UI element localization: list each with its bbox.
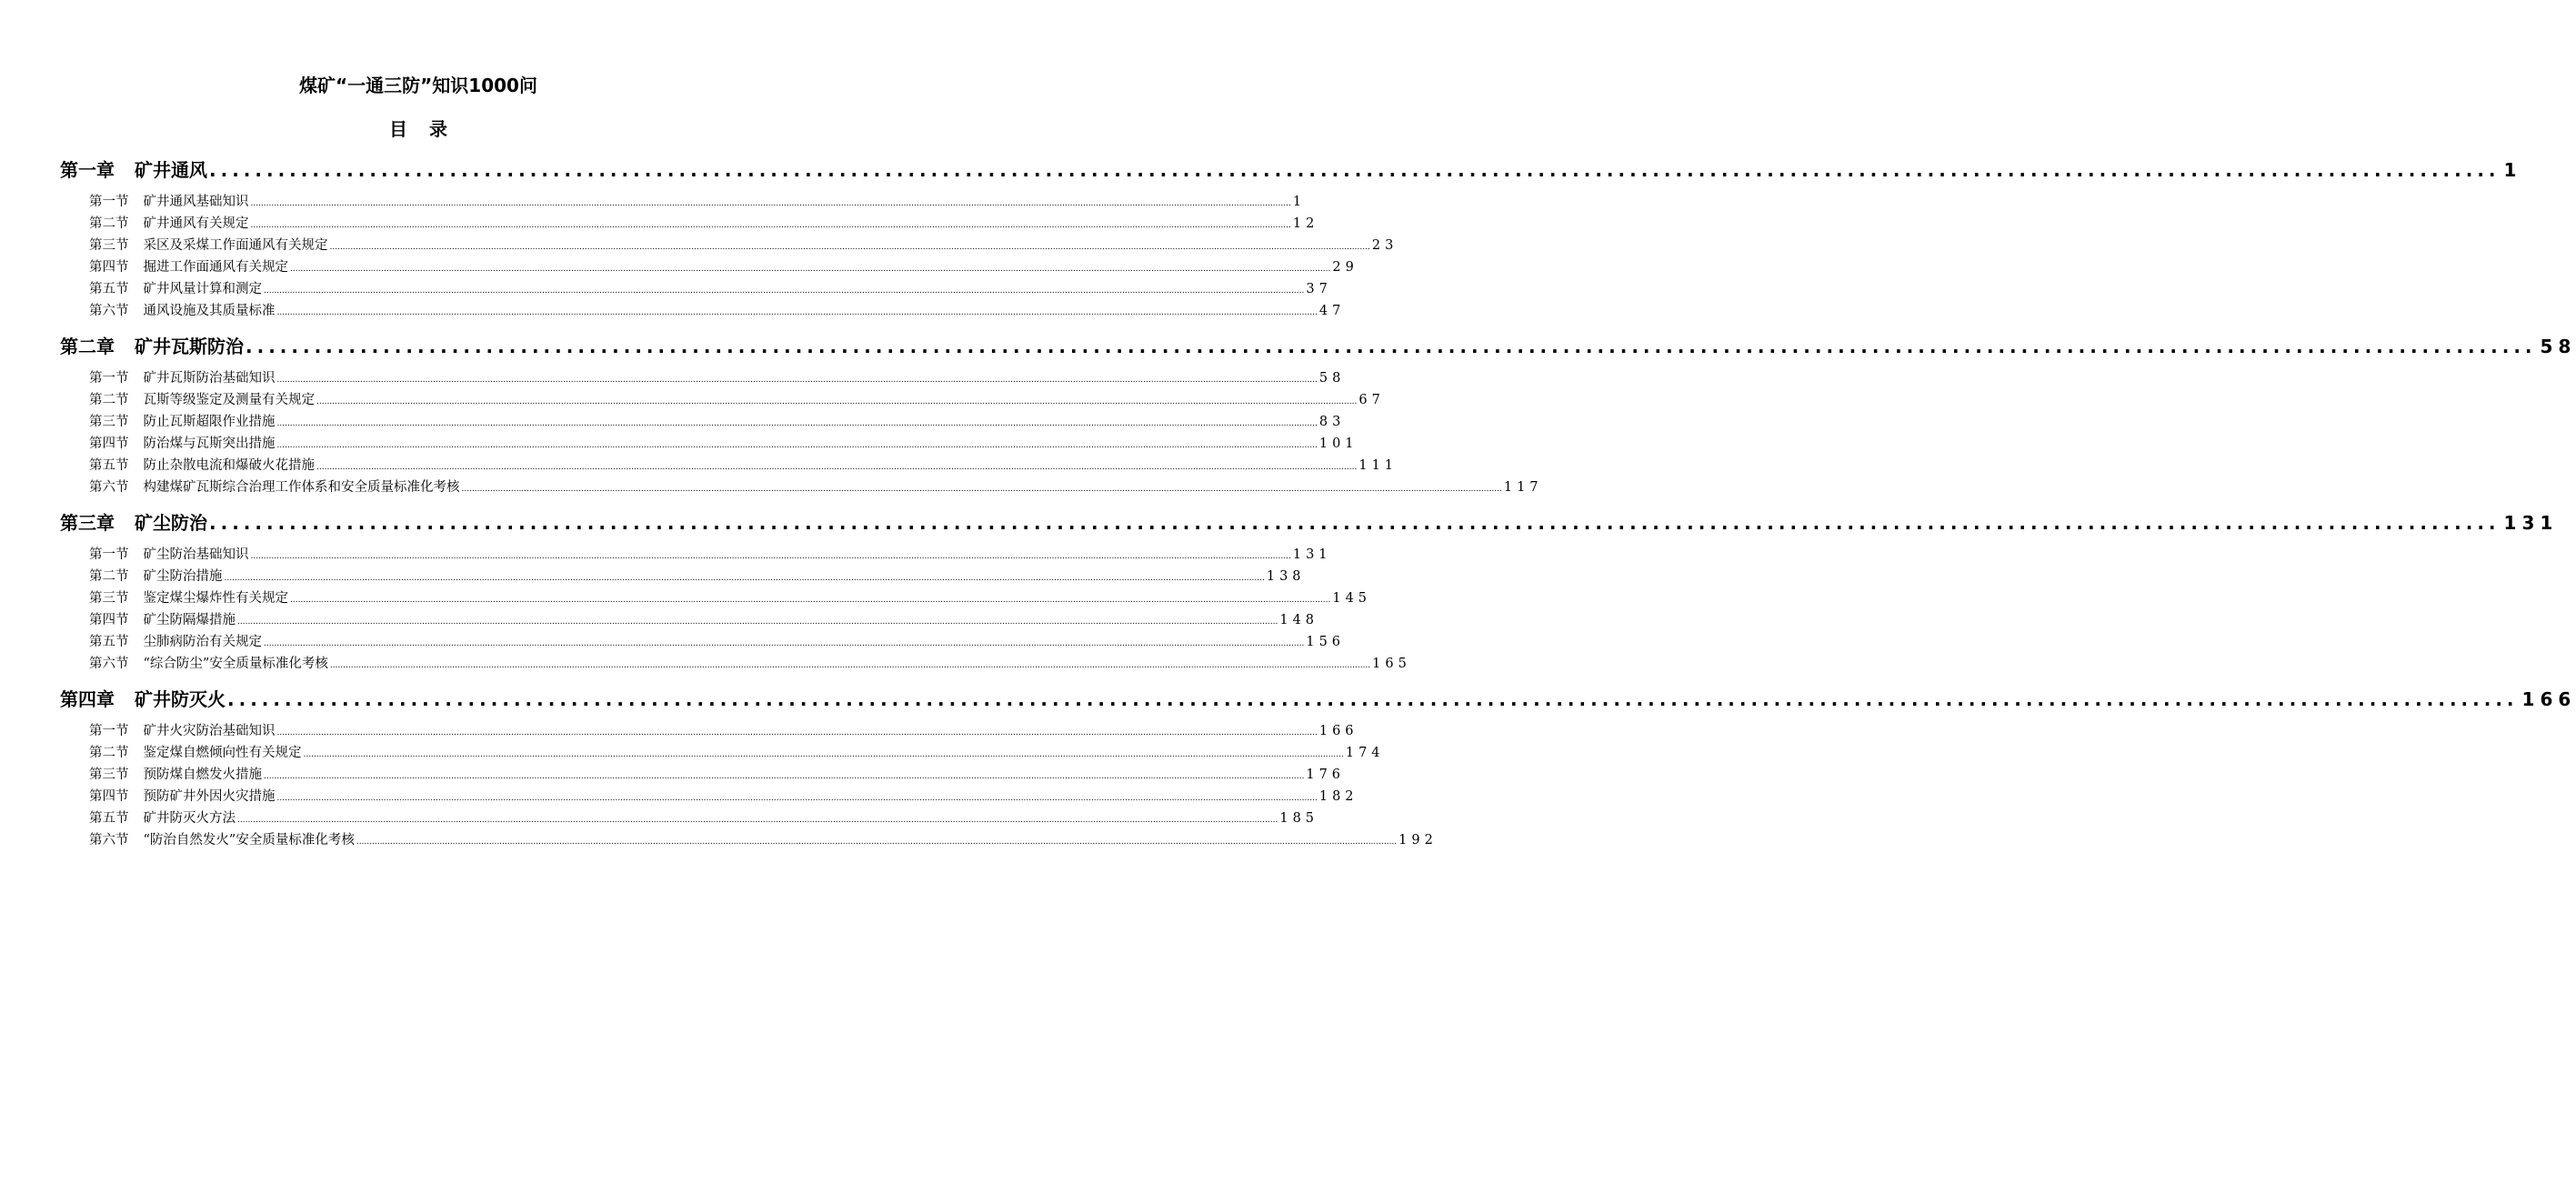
section-number: 第三节: [89, 768, 129, 782]
section-number: 第六节: [89, 480, 129, 495]
section-title: 矿井通风有关规定: [143, 216, 249, 231]
section-page-number: 156: [1306, 635, 1346, 649]
toc-section-entry[interactable]: [89, 411, 1346, 433]
section-page-number: 182: [1318, 789, 1358, 804]
dot-leader: ................................................................................................................................................................................................................................................................................................................................................................................................................: [329, 243, 1370, 252]
document-title: 煤矿“一通三防”知识1000问: [299, 75, 537, 96]
dot-leader: ................................................................................................................................................................................................................................................................................................................................................................................................................: [264, 639, 1305, 648]
chapter-section-list: [60, 540, 1411, 682]
section-title: 尘肺病防治有关规定: [143, 635, 262, 649]
chapter-title: 矿井瓦斯防治: [135, 336, 244, 357]
toc-section-entry[interactable]: [89, 256, 1358, 278]
dot-leader: ................................................................................................................................................................................................................................................................................................................................................................................................................: [237, 816, 1278, 825]
toc-section-entry[interactable]: [89, 300, 1346, 322]
section-page-number: 117: [1503, 480, 1543, 495]
section-title: 矿井通风基础知识: [143, 195, 249, 209]
toc-chapter-entry[interactable]: [60, 682, 2576, 717]
dot-leader: ................................................................................................................................................................................................................................................................................................................................................................................................................: [264, 286, 1305, 296]
toc-section-entry[interactable]: [89, 653, 1411, 675]
dot-leader: ................................................................................................................................................................................................................................................................................................................................................................................................................: [276, 794, 1318, 803]
section-number: 第三节: [89, 591, 129, 606]
section-number: 第二节: [89, 746, 129, 760]
toc-section-entry[interactable]: [89, 367, 1346, 389]
section-title: 预防矿井外因火灾措施: [143, 789, 276, 804]
section-number: 第一节: [89, 724, 129, 738]
dot-leader: ................................................................................................................................................................................................................................................................................................................................................................................................................: [290, 596, 1331, 605]
section-page-number: 23: [1371, 238, 1398, 253]
section-number: 第二节: [89, 216, 129, 231]
chapter-page-number: 131: [2503, 512, 2559, 534]
section-number: 第一节: [89, 547, 129, 562]
section-number: 第四节: [89, 436, 129, 451]
toc-section-entry[interactable]: [89, 389, 1385, 411]
section-page-number: 176: [1306, 768, 1346, 782]
section-title: 鉴定煤尘爆炸性有关规定: [143, 591, 288, 606]
section-page-number: 101: [1318, 436, 1358, 451]
dot-leader: ................................................................................................................................................................................................................................................................................................................................................................................................................: [303, 750, 1344, 759]
chapter-number: 第二章: [60, 336, 115, 357]
chapter-title: 矿井通风: [135, 159, 207, 181]
toc-chapter-entry[interactable]: [60, 329, 2576, 364]
section-title: 采区及采煤工作面通风有关规定: [143, 238, 328, 253]
section-number: 第六节: [89, 657, 129, 671]
toc-section-entry[interactable]: [89, 742, 1385, 764]
section-title: 瓦斯等级鉴定及测量有关规定: [143, 393, 315, 407]
section-page-number: 185: [1279, 811, 1319, 826]
section-number: 第一节: [89, 371, 129, 386]
toc-section-entry[interactable]: [89, 433, 1358, 455]
toc-section-entry[interactable]: [89, 720, 1358, 742]
section-page-number: 58: [1318, 371, 1346, 386]
section-title: 构建煤矿瓦斯综合治理工作体系和安全质量标准化考核: [143, 480, 460, 495]
section-number: 第三节: [89, 238, 129, 253]
section-number: 第六节: [89, 304, 129, 318]
section-number: 第五节: [89, 635, 129, 649]
dot-leader: ................................................................................................................................................................................................................................................................................................................................................................................................................: [316, 463, 1358, 472]
dot-leader: ................................................................................................................................................................................................................................................................................................................................................................................................................: [329, 661, 1371, 670]
chapter-page-number: 1: [2503, 159, 2522, 181]
toc-section-entry[interactable]: [89, 609, 1319, 631]
section-page-number: 83: [1318, 415, 1346, 429]
toc-section-entry[interactable]: [89, 278, 1332, 300]
dot-leader: ................................................................................................................................................................................................................................................................................................................................................................................................................: [356, 838, 1398, 847]
toc-section-entry[interactable]: [89, 544, 1332, 566]
dot-leader: ................................................................................................................................................................................................................................................................................................................................................................................................................: [250, 199, 1291, 208]
section-title: 矿井瓦斯防治基础知识: [143, 371, 276, 386]
section-title: 矿尘防隔爆措施: [143, 613, 236, 627]
section-title: 矿尘防治基础知识: [143, 547, 249, 562]
section-page-number: 47: [1318, 304, 1346, 318]
toc-section-entry[interactable]: [89, 829, 1438, 851]
dot-leader: ................................................................................................................................................................................................................................................................................................................................................................................................................: [276, 728, 1318, 737]
table-of-contents: [60, 153, 2576, 858]
chapter-section-list: [60, 364, 1543, 506]
toc-section-entry[interactable]: [89, 455, 1398, 477]
section-title: 通风设施及其质量标准: [143, 304, 276, 318]
section-title: 矿井火灾防治基础知识: [143, 724, 276, 738]
toc-section-entry[interactable]: [89, 477, 1543, 498]
chapter-page-number: 58: [2540, 336, 2576, 357]
section-title: 矿井防灭火方法: [143, 811, 236, 826]
section-number: 第二节: [89, 393, 129, 407]
toc-section-entry[interactable]: [89, 764, 1346, 786]
section-number: 第四节: [89, 260, 129, 275]
section-title: 防止杂散电流和爆破火花措施: [143, 458, 315, 473]
dot-leader: ................................................................................................................................................................................................................................................................................................................................................................................................................: [461, 485, 1502, 494]
dot-leader: ................................................................................................................................................................................................................................................................................................................................................................................................................: [250, 552, 1291, 561]
section-number: 第二节: [89, 569, 129, 584]
section-page-number: 1: [1292, 195, 1307, 209]
chapter-section-list: [60, 187, 1398, 329]
dot-leader: ................................................................................................................................................................................................................................................................................................................................................................................................................: [264, 772, 1305, 781]
chapter-number: 第三章: [60, 512, 115, 534]
section-number: 第一节: [89, 195, 129, 209]
section-page-number: 165: [1372, 657, 1411, 671]
toc-section-entry[interactable]: [89, 235, 1398, 256]
dot-leader: ................................................................................................................................................................................................................................................................................................................................................................................................................: [316, 397, 1358, 406]
toc-section-entry[interactable]: [89, 631, 1346, 653]
section-number: 第四节: [89, 789, 129, 804]
section-title: 矿井风量计算和测定: [143, 282, 262, 296]
section-title: 防治煤与瓦斯突出措施: [143, 436, 276, 451]
section-page-number: 29: [1332, 260, 1358, 275]
toc-section-entry[interactable]: [89, 566, 1306, 587]
dot-leader: ........................................................................................................................................................................................................: [209, 512, 2501, 534]
dot-leader: ................................................................................................................................................................................................................................................................................................................................................................................................................: [250, 221, 1291, 230]
section-title: “防治自然发火”安全质量标准化考核: [143, 833, 355, 848]
section-page-number: 67: [1358, 393, 1385, 407]
chapter-number: 第一章: [60, 159, 115, 181]
section-page-number: 131: [1292, 547, 1332, 562]
dot-leader: ................................................................................................................................................................................................................................................................................................................................................................................................................: [276, 376, 1318, 385]
toc-section-entry[interactable]: [89, 808, 1319, 829]
section-number: 第五节: [89, 458, 129, 473]
dot-leader: ........................................................................................................................................................................................................: [227, 688, 2519, 710]
dot-leader: ................................................................................................................................................................................................................................................................................................................................................................................................................: [224, 574, 1265, 583]
dot-leader: ................................................................................................................................................................................................................................................................................................................................................................................................................: [276, 419, 1318, 428]
section-title: 防止瓦斯超限作业措施: [143, 415, 276, 429]
dot-leader: ................................................................................................................................................................................................................................................................................................................................................................................................................: [237, 617, 1278, 627]
chapter-page-number: 166: [2521, 688, 2576, 710]
section-page-number: 174: [1345, 746, 1385, 760]
section-page-number: 148: [1279, 613, 1319, 627]
chapter-title: 矿尘防治: [135, 512, 207, 534]
section-page-number: 192: [1398, 833, 1438, 848]
section-page-number: 37: [1306, 282, 1332, 296]
section-title: 鉴定煤自燃倾向性有关规定: [143, 746, 302, 760]
section-title: 掘进工作面通风有关规定: [143, 260, 288, 275]
section-number: 第五节: [89, 811, 129, 826]
section-title: “综合防尘”安全质量标准化考核: [143, 657, 328, 671]
section-title: 预防煤自燃发火措施: [143, 768, 262, 782]
toc-section-entry[interactable]: [89, 213, 1319, 235]
section-page-number: 12: [1292, 216, 1319, 231]
section-number: 第六节: [89, 833, 129, 848]
section-number: 第五节: [89, 282, 129, 296]
toc-section-entry[interactable]: [89, 587, 1372, 609]
dot-leader: ................................................................................................................................................................................................................................................................................................................................................................................................................: [276, 308, 1318, 317]
toc-chapter-entry[interactable]: [60, 506, 2559, 540]
toc-section-entry[interactable]: [89, 191, 1307, 213]
dot-leader: ................................................................................................................................................................................................................................................................................................................................................................................................................: [290, 265, 1331, 274]
chapter-title: 矿井防灭火: [135, 688, 226, 710]
section-title: 矿尘防治措施: [143, 569, 223, 584]
section-page-number: 111: [1358, 458, 1398, 473]
section-number: 第三节: [89, 415, 129, 429]
dot-leader: ........................................................................................................................................................................................................: [209, 159, 2501, 181]
toc-section-entry[interactable]: [89, 786, 1358, 808]
section-page-number: 166: [1318, 724, 1358, 738]
toc-chapter-entry[interactable]: [60, 153, 2522, 187]
section-page-number: 138: [1266, 569, 1306, 584]
section-page-number: 145: [1332, 591, 1372, 606]
section-number: 第四节: [89, 613, 129, 627]
dot-leader: ................................................................................................................................................................................................................................................................................................................................................................................................................: [276, 441, 1318, 450]
toc-heading: 目录: [389, 118, 469, 140]
chapter-number: 第四章: [60, 688, 115, 710]
dot-leader: ........................................................................................................................................................................................................: [246, 336, 2537, 357]
chapter-section-list: [60, 717, 1438, 858]
